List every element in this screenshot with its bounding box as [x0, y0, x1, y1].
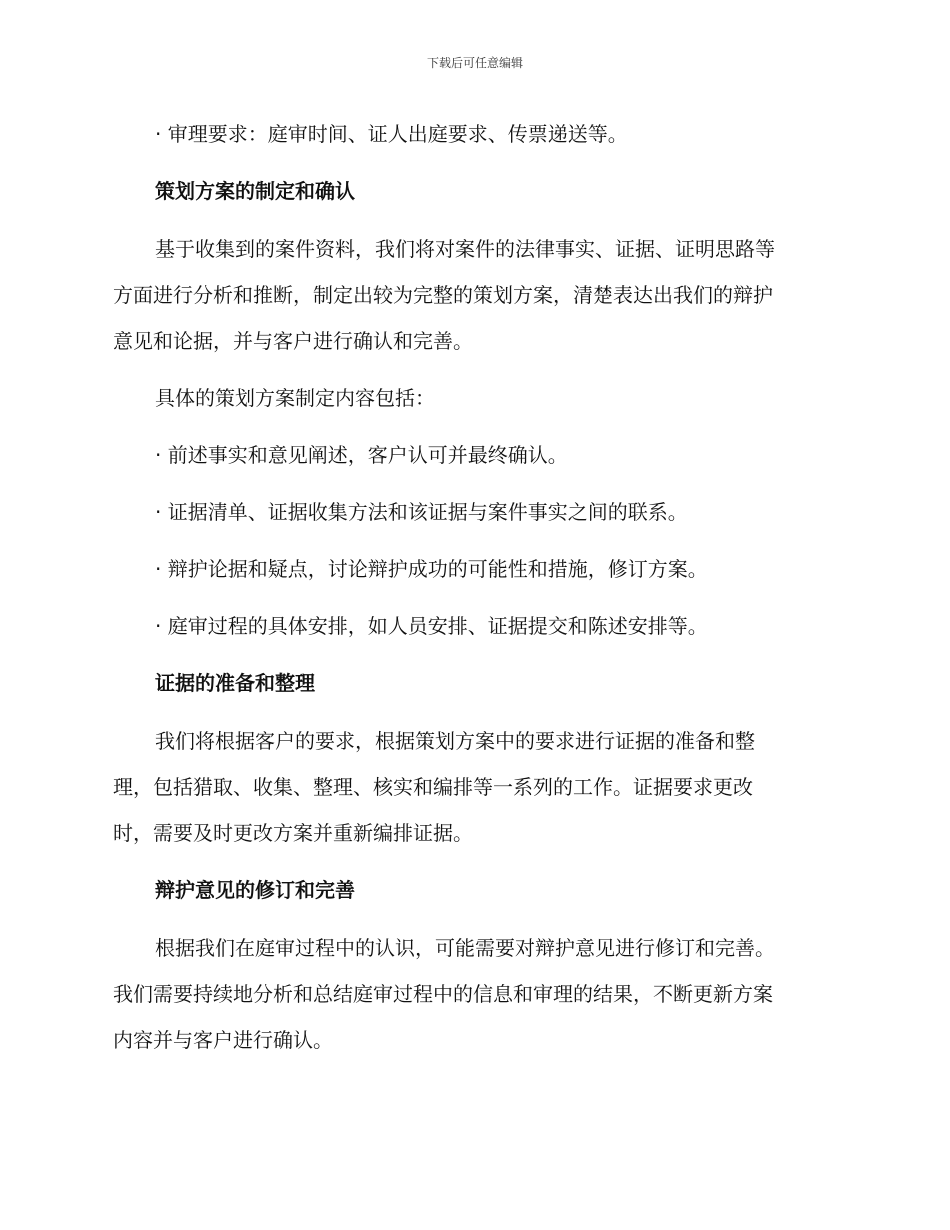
bullet-evidence-list: · 证据清单、证据收集方法和该证据与案件事实之间的联系。 — [155, 500, 688, 524]
bullet-trial-arrangement: · 庭审过程的具体安排，如人员安排、证据提交和陈述安排等。 — [155, 614, 708, 638]
bullet-defense-arguments: · 辩护论据和疑点，讨论辩护成功的可能性和措施，修订方案。 — [155, 557, 708, 581]
heading-defense-revision: 辩护意见的修订和完善 — [155, 878, 355, 902]
heading-plan-formulation: 策划方案的制定和确认 — [155, 179, 355, 203]
paragraph-line: 意见和论据，并与客户进行确认和完善。 — [113, 329, 473, 353]
paragraph-plan-formulation — [113, 226, 838, 364]
paragraph-line: 理，包括猎取、收集、整理、核实和编排等一系列的工作。证据要求更改 — [113, 775, 753, 799]
plan-contents-intro: 具体的策划方案制定内容包括： — [155, 386, 435, 410]
paragraph-evidence-preparation — [113, 718, 838, 856]
paragraph-line: 我们将根据客户的要求，根据策划方案中的要求进行证据的准备和整 — [155, 729, 755, 753]
paragraph-line: 内容并与客户进行确认。 — [113, 1028, 333, 1052]
bullet-trial-requirements: · 审理要求：庭审时间、证人出庭要求、传票递送等。 — [155, 122, 628, 146]
paragraph-line: 根据我们在庭审过程中的认识，可能需要对辩护意见进行修订和完善。 — [155, 936, 775, 960]
document-body — [113, 112, 838, 1075]
paragraph-line: 方面进行分析和推断，制定出较为完整的策划方案，清楚表达出我们的辩护 — [113, 283, 773, 307]
paragraph-defense-revision — [113, 925, 838, 1063]
heading-evidence-preparation: 证据的准备和整理 — [155, 671, 315, 695]
paragraph-line: 基于收集到的案件资料，我们将对案件的法律事实、证据、证明思路等 — [155, 237, 775, 261]
bullet-facts-opinions: · 前述事实和意见阐述，客户认可并最终确认。 — [155, 443, 568, 467]
paragraph-line: 时，需要及时更改方案并重新编排证据。 — [113, 821, 473, 845]
page-header: 下载后可任意编辑 — [426, 56, 523, 70]
paragraph-line: 我们需要持续地分析和总结庭审过程中的信息和审理的结果，不断更新方案 — [113, 982, 773, 1006]
